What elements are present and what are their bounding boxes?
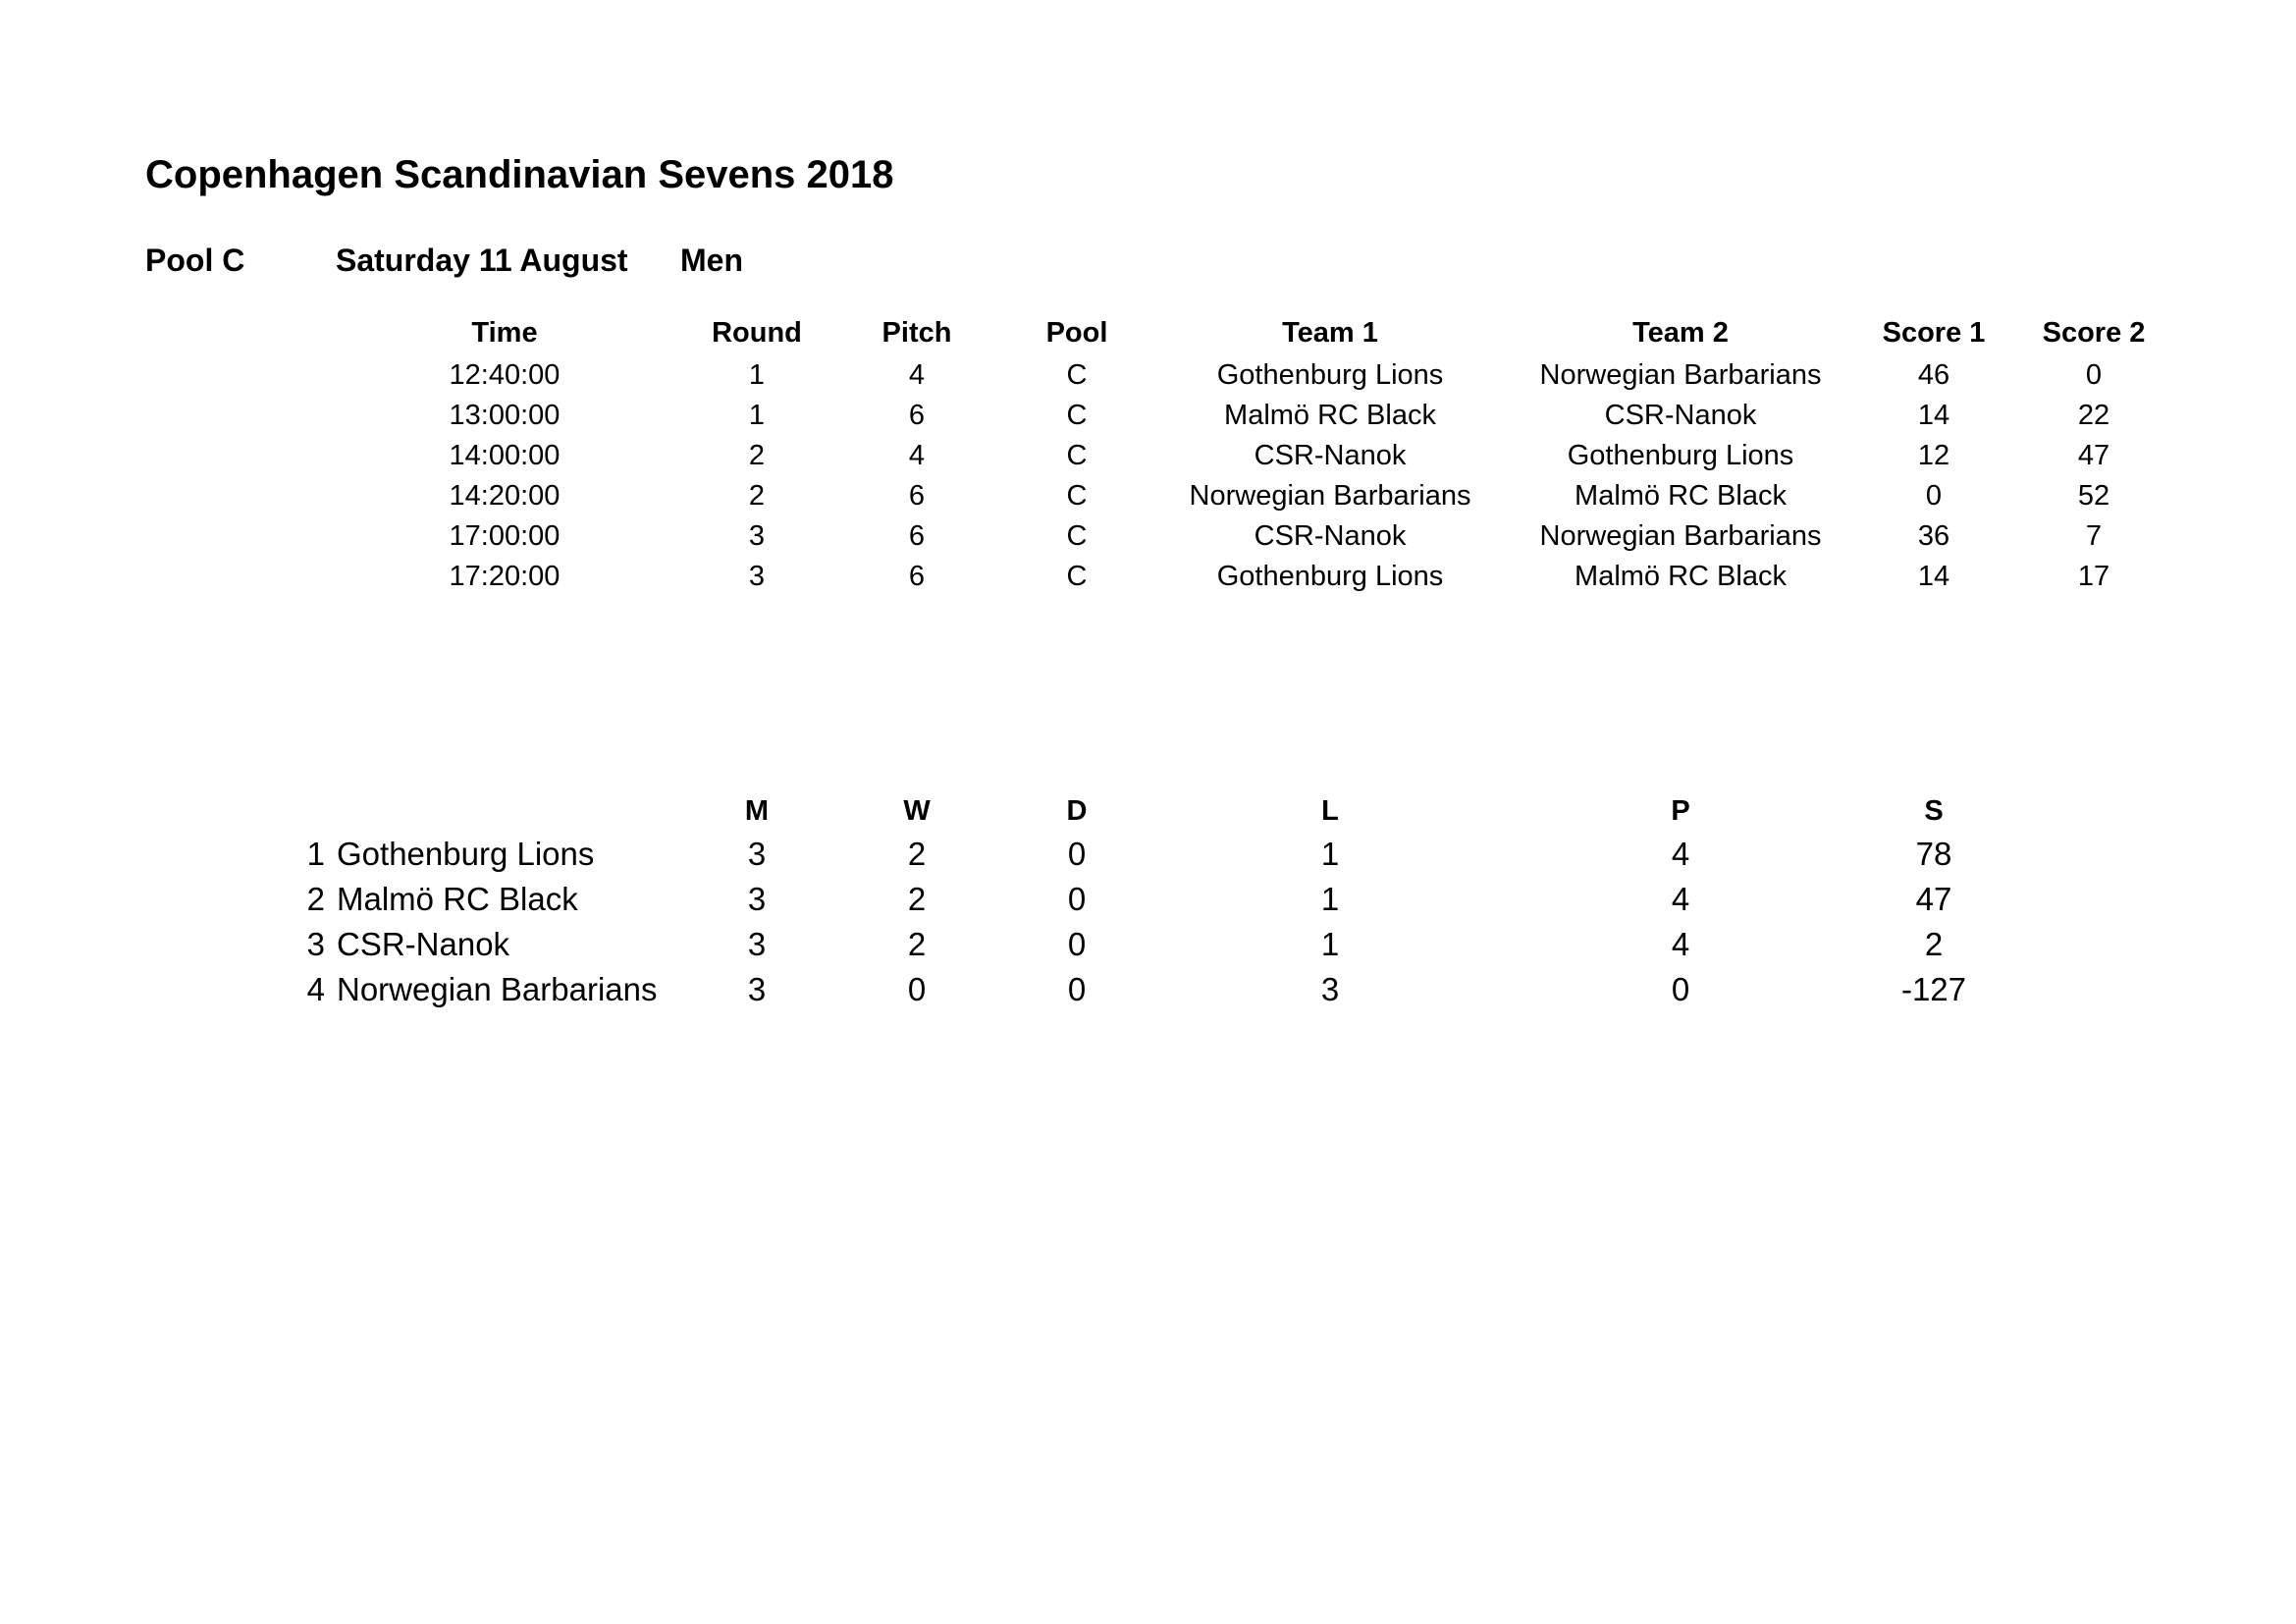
fixture-team-1-cell: CSR-Nanok xyxy=(1254,520,1407,552)
fixture-team-2-cell: Malmö RC Black xyxy=(1575,480,1787,512)
standings-losses-cell: 1 xyxy=(1320,836,1340,872)
standings-team-name: Malmö RC Black xyxy=(337,881,578,917)
fixture-pitch-cell: 6 xyxy=(908,520,926,552)
page-title: Copenhagen Scandinavian Sevens 2018 xyxy=(145,153,894,196)
fixture-team-2-cell: CSR-Nanok xyxy=(1604,400,1757,431)
fixture-time-cell: 17:00:00 xyxy=(449,520,561,552)
standings-rank: 2 xyxy=(306,881,325,917)
standings-losses-cell: 1 xyxy=(1320,926,1340,962)
fixture-score-2-cell: 47 xyxy=(2077,440,2110,471)
fixture-pitch-cell: 6 xyxy=(908,400,926,431)
date-label: Saturday 11 August xyxy=(336,243,628,278)
fixture-pitch-cell: 6 xyxy=(908,480,926,512)
fixture-time-cell: 12:40:00 xyxy=(449,359,561,391)
standings-header-score-diff: S xyxy=(1924,795,1944,827)
fixture-round-cell: 3 xyxy=(748,520,766,552)
standings-rank: 1 xyxy=(306,836,325,872)
standings-matches-cell: 3 xyxy=(747,971,767,1007)
fixture-score-1-cell: 14 xyxy=(1917,400,1950,431)
standings-wins-cell: 2 xyxy=(907,881,927,917)
standings-wins-cell: 0 xyxy=(907,971,927,1007)
fixtures-header-score-2: Score 2 xyxy=(2042,317,2146,349)
fixture-score-1-cell: 0 xyxy=(1925,480,1943,512)
fixture-time-cell: 14:00:00 xyxy=(449,440,561,471)
fixture-round-cell: 3 xyxy=(748,561,766,592)
pool-label: Pool C xyxy=(145,243,245,278)
standings-wins-cell: 2 xyxy=(907,926,927,962)
fixture-pool-cell: C xyxy=(1066,359,1088,391)
standings-team-name: Gothenburg Lions xyxy=(337,836,595,872)
fixture-round-cell: 1 xyxy=(748,400,766,431)
fixture-round-cell: 1 xyxy=(748,359,766,391)
fixture-score-2-cell: 7 xyxy=(2085,520,2103,552)
standings-header-wins: W xyxy=(903,795,931,827)
fixture-score-1-cell: 46 xyxy=(1917,359,1950,391)
fixture-score-1-cell: 12 xyxy=(1917,440,1950,471)
standings-losses-cell: 3 xyxy=(1320,971,1340,1007)
fixture-pool-cell: C xyxy=(1066,400,1088,431)
fixtures-header-team-2: Team 2 xyxy=(1632,317,1729,349)
standings-points-cell: 4 xyxy=(1671,926,1690,962)
fixture-score-1-cell: 36 xyxy=(1917,520,1950,552)
standings-matches-cell: 3 xyxy=(747,836,767,872)
standings-score-diff-cell: -127 xyxy=(1900,971,1967,1007)
standings-draws-cell: 0 xyxy=(1067,836,1087,872)
fixtures-header-round: Round xyxy=(712,317,802,349)
fixture-score-2-cell: 17 xyxy=(2077,561,2110,592)
fixture-team-2-cell: Norwegian Barbarians xyxy=(1539,359,1822,391)
standings-team-name: Norwegian Barbarians xyxy=(337,971,658,1007)
fixtures-header-pool: Pool xyxy=(1045,317,1108,349)
fixture-team-2-cell: Norwegian Barbarians xyxy=(1539,520,1822,552)
fixture-team-1-cell: CSR-Nanok xyxy=(1254,440,1407,471)
standings-score-diff-cell: 78 xyxy=(1915,836,1952,872)
standings-wins-cell: 2 xyxy=(907,836,927,872)
fixture-time-cell: 17:20:00 xyxy=(449,561,561,592)
standings-points-cell: 4 xyxy=(1671,836,1690,872)
fixtures-header-time: Time xyxy=(471,317,538,349)
fixture-team-1-cell: Norwegian Barbarians xyxy=(1189,480,1471,512)
fixture-pool-cell: C xyxy=(1066,440,1088,471)
fixtures-header-team-1: Team 1 xyxy=(1282,317,1378,349)
fixture-time-cell: 14:20:00 xyxy=(449,480,561,512)
fixture-pitch-cell: 6 xyxy=(908,561,926,592)
fixture-team-2-cell: Gothenburg Lions xyxy=(1567,440,1794,471)
fixture-score-2-cell: 0 xyxy=(2085,359,2103,391)
standings-team-name: CSR-Nanok xyxy=(337,926,510,962)
standings-score-diff-cell: 2 xyxy=(1924,926,1944,962)
standings-draws-cell: 0 xyxy=(1067,881,1087,917)
standings-header-losses: L xyxy=(1321,795,1339,827)
fixture-score-2-cell: 52 xyxy=(2077,480,2110,512)
fixture-time-cell: 13:00:00 xyxy=(449,400,561,431)
standings-points-cell: 4 xyxy=(1671,881,1690,917)
standings-draws-cell: 0 xyxy=(1067,971,1087,1007)
fixture-pool-cell: C xyxy=(1066,520,1088,552)
fixture-score-2-cell: 22 xyxy=(2077,400,2110,431)
standings-matches-cell: 3 xyxy=(747,881,767,917)
fixtures-header-score-1: Score 1 xyxy=(1882,317,1986,349)
fixture-score-1-cell: 14 xyxy=(1917,561,1950,592)
standings-header-points: P xyxy=(1671,795,1690,827)
standings-points-cell: 0 xyxy=(1671,971,1690,1007)
fixture-round-cell: 2 xyxy=(748,480,766,512)
standings-rank: 4 xyxy=(306,971,325,1007)
fixture-team-2-cell: Malmö RC Black xyxy=(1575,561,1787,592)
standings-score-diff-cell: 47 xyxy=(1915,881,1952,917)
standings-draws-cell: 0 xyxy=(1067,926,1087,962)
standings-header-draws: D xyxy=(1066,795,1088,827)
fixture-pitch-cell: 4 xyxy=(908,440,926,471)
fixture-team-1-cell: Malmö RC Black xyxy=(1224,400,1436,431)
fixture-pitch-cell: 4 xyxy=(908,359,926,391)
standings-losses-cell: 1 xyxy=(1320,881,1340,917)
fixtures-header-pitch: Pitch xyxy=(881,317,952,349)
fixture-pool-cell: C xyxy=(1066,561,1088,592)
standings-header-matches: M xyxy=(744,795,770,827)
category-label: Men xyxy=(680,243,743,278)
fixture-team-1-cell: Gothenburg Lions xyxy=(1216,359,1444,391)
standings-rank: 3 xyxy=(306,926,325,962)
fixture-round-cell: 2 xyxy=(748,440,766,471)
fixture-pool-cell: C xyxy=(1066,480,1088,512)
standings-matches-cell: 3 xyxy=(747,926,767,962)
fixture-team-1-cell: Gothenburg Lions xyxy=(1216,561,1444,592)
